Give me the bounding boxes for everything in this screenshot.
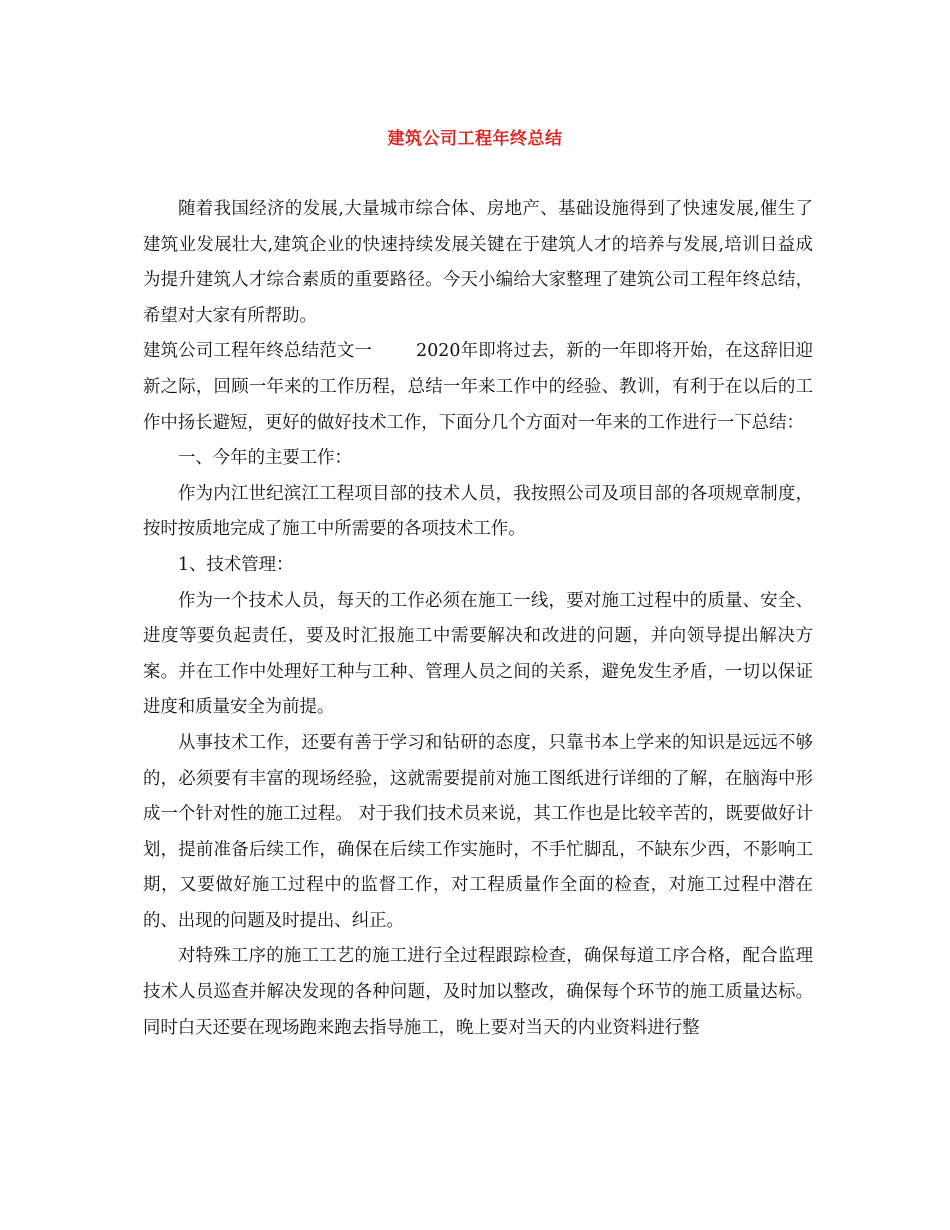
subheading-main-work: 一、今年的主要工作： bbox=[178, 448, 352, 469]
opening-paragraph: 2020年即将过去，新的一年即将开始，在这辞旧迎新之际，回顾一年来的工作历程，总结一年来工作中的经验、教训，有利于在以后的工作中扬长避短，更好的做好技术工作，下面分几个方面对一年来的工作进行一下总结： bbox=[143, 341, 813, 433]
document-title: 建筑公司工程年终总结 bbox=[387, 129, 563, 149]
section-paragraph bbox=[143, 334, 813, 441]
section-heading: 建筑公司工程年终总结范文一 bbox=[143, 341, 373, 362]
subheading-tech-management: 1、技术管理： bbox=[178, 554, 294, 575]
intro-paragraph: 随着我国经济的发展,大量城市综合体、房地产、基础设施得到了快速发展,催生了建筑业发展壮大,建筑企业的快速持续发展关键在于建筑人才的培养与发展,培训日益成为提升建筑人才综合素质的重要路径。今天小编给大家整理了建筑公司工程年终总结，希望对大家有所帮助。 bbox=[143, 199, 813, 326]
paragraph-study-part2: 对于我们技术员来说，其工作也是比较辛苦的，既要做好计划，提前准备后续工作，确保在后续工作实施时，不手忙脚乱，不缺东少西，不影响工期，又要做好施工过程中的监督工作，对工程质量作全面的检查，对施工过程中潜在的、出现的问题及时提出、纠正。 bbox=[143, 804, 813, 931]
paragraph-duties: 作为一个技术人员，每天的工作必须在施工一线，要对施工过程中的质量、安全、进度等要负起责任，要及时汇报施工中需要解决和改进的问题，并向领导提出解决方案。并在工作中处理好工种与工种、管理人员之间的关系，避免发生矛盾，一切以保证进度和质量安全为前提。 bbox=[143, 590, 813, 718]
paragraph-study-part1: 从事技术工作，还要有善于学习和钻研的态度，只靠书本上学来的知识是远远不够的，必须要有丰富的现场经验，这就需要提前对施工图纸进行详细的了解，在脑海中形成一个针对性的施工过程。 bbox=[143, 732, 813, 825]
paragraph-study bbox=[143, 726, 813, 940]
document-body bbox=[143, 192, 813, 1046]
paragraph-special-process: 对特殊工序的施工工艺的施工进行全过程跟踪检查，确保每道工序合格，配合监理技术人员巡查并解决发现的各种问题，及时加以整改，确保每个环节的施工质量达标。同时白天还要在现场跑来跑去指导施工，晚上要对当天的内业资料进行整 bbox=[143, 946, 813, 1038]
paragraph-role: 作为内江世纪滨江工程项目部的技术人员，我按照公司及项目部的各项规章制度，按时按质地完成了施工中所需要的各项技术工作。 bbox=[143, 483, 813, 540]
